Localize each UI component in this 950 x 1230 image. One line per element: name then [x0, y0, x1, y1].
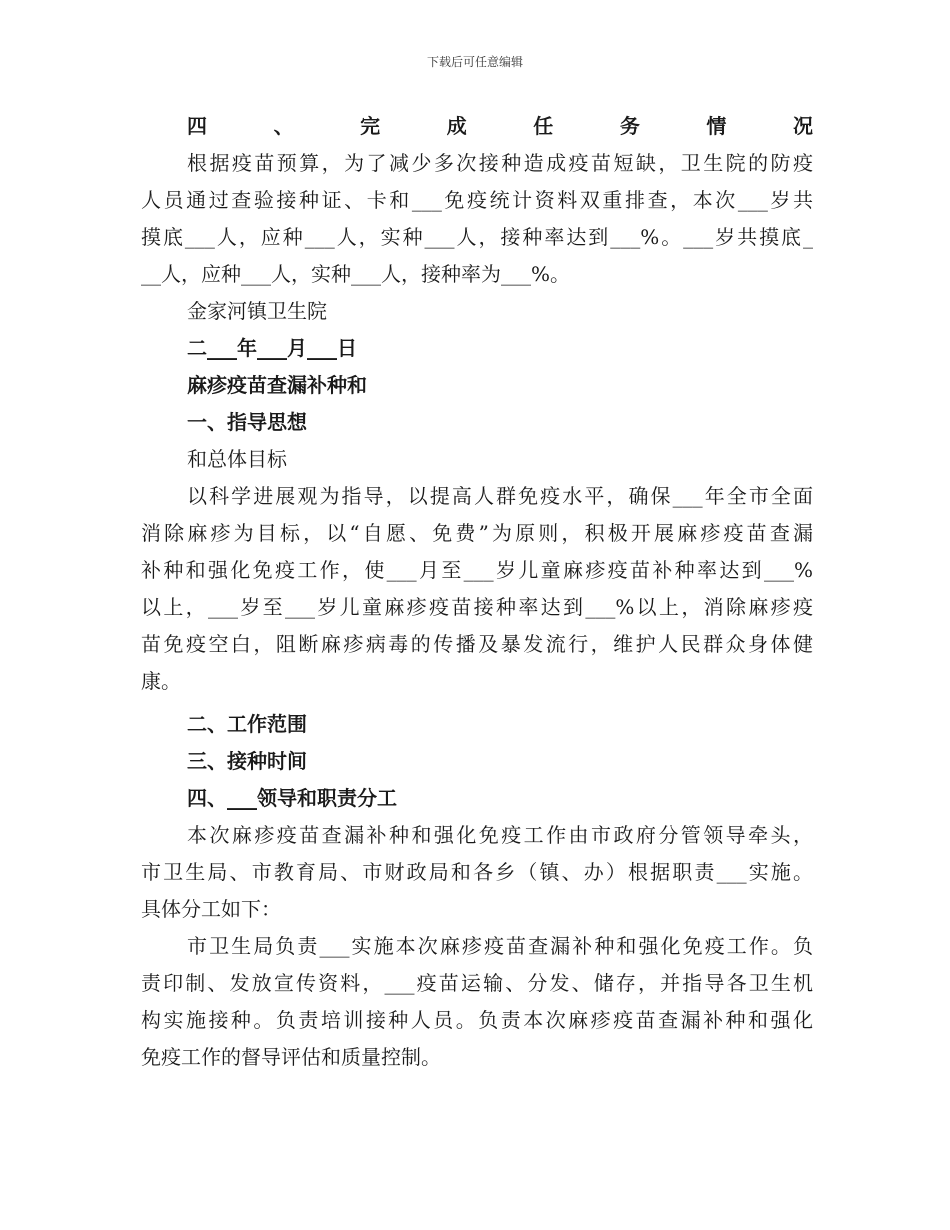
text-line: 具体分工如下：: [141, 897, 281, 921]
text-line: 摸底___人，应种___人，实种___人，接种率达到___%。___岁共摸底_: [141, 225, 813, 249]
text-line: 市卫生局、市教育局、市财政局和各乡（镇、办）根据职责___实施。: [141, 860, 813, 884]
text-line: __人，应种___人，实种___人，接种率为___%。: [141, 262, 571, 286]
section-heading: 二、工作范围: [187, 712, 307, 736]
page-header: 下载后可任意编辑: [426, 55, 523, 69]
text-line: 补种和强化免疫工作，使___月至___岁儿童麻疹疫苗补种率达到___%: [141, 558, 813, 582]
text-line: 以上，___岁至___岁儿童麻疹疫苗接种率达到___%以上，消除麻疹疫: [141, 595, 813, 619]
section-heading: 麻疹疫苗查漏补种和: [187, 373, 367, 397]
text-line: 和总体目标: [187, 447, 287, 471]
section-heading: 二___年___月___日: [187, 336, 357, 360]
text-line: 市卫生局负责___实施本次麻疹疫苗查漏补种和强化免疫工作。负: [187, 934, 813, 958]
text-line: 金家河镇卫生院: [187, 299, 327, 323]
section-heading: 一、指导思想: [187, 410, 307, 434]
text-line: 苗免疫空白，阻断麻疹病毒的传播及暴发流行，维护人民群众身体健: [141, 632, 813, 656]
text-line: 康。: [141, 669, 181, 693]
section-heading: 四、___领导和职责分工: [187, 786, 397, 810]
text-line: 人员通过查验接种证、卡和___免疫统计资料双重排查，本次___岁共: [141, 188, 813, 212]
text-line: 本次麻疹疫苗查漏补种和强化免疫工作由市政府分管领导牵头，: [187, 823, 813, 847]
section-heading: 四、完成任务情况: [187, 114, 813, 138]
text-line: 消除麻疹为目标，以“自愿、免费”为原则，积极开展麻疹疫苗查漏: [141, 521, 813, 545]
text-line: 根据疫苗预算，为了减少多次接种造成疫苗短缺，卫生院的防疫: [187, 151, 813, 175]
text-line: 以科学进展观为指导，以提高人群免疫水平，确保___年全市全面: [187, 484, 813, 508]
text-line: 责印制、发放宣传资料，___疫苗运输、分发、储存，并指导各卫生机: [141, 971, 813, 995]
text-line: 构实施接种。负责培训接种人员。负责本次麻疹疫苗查漏补种和强化: [141, 1008, 813, 1032]
text-line: 免疫工作的督导评估和质量控制。: [141, 1045, 441, 1069]
section-heading: 三、接种时间: [187, 749, 307, 773]
document-body: [141, 108, 813, 1076]
